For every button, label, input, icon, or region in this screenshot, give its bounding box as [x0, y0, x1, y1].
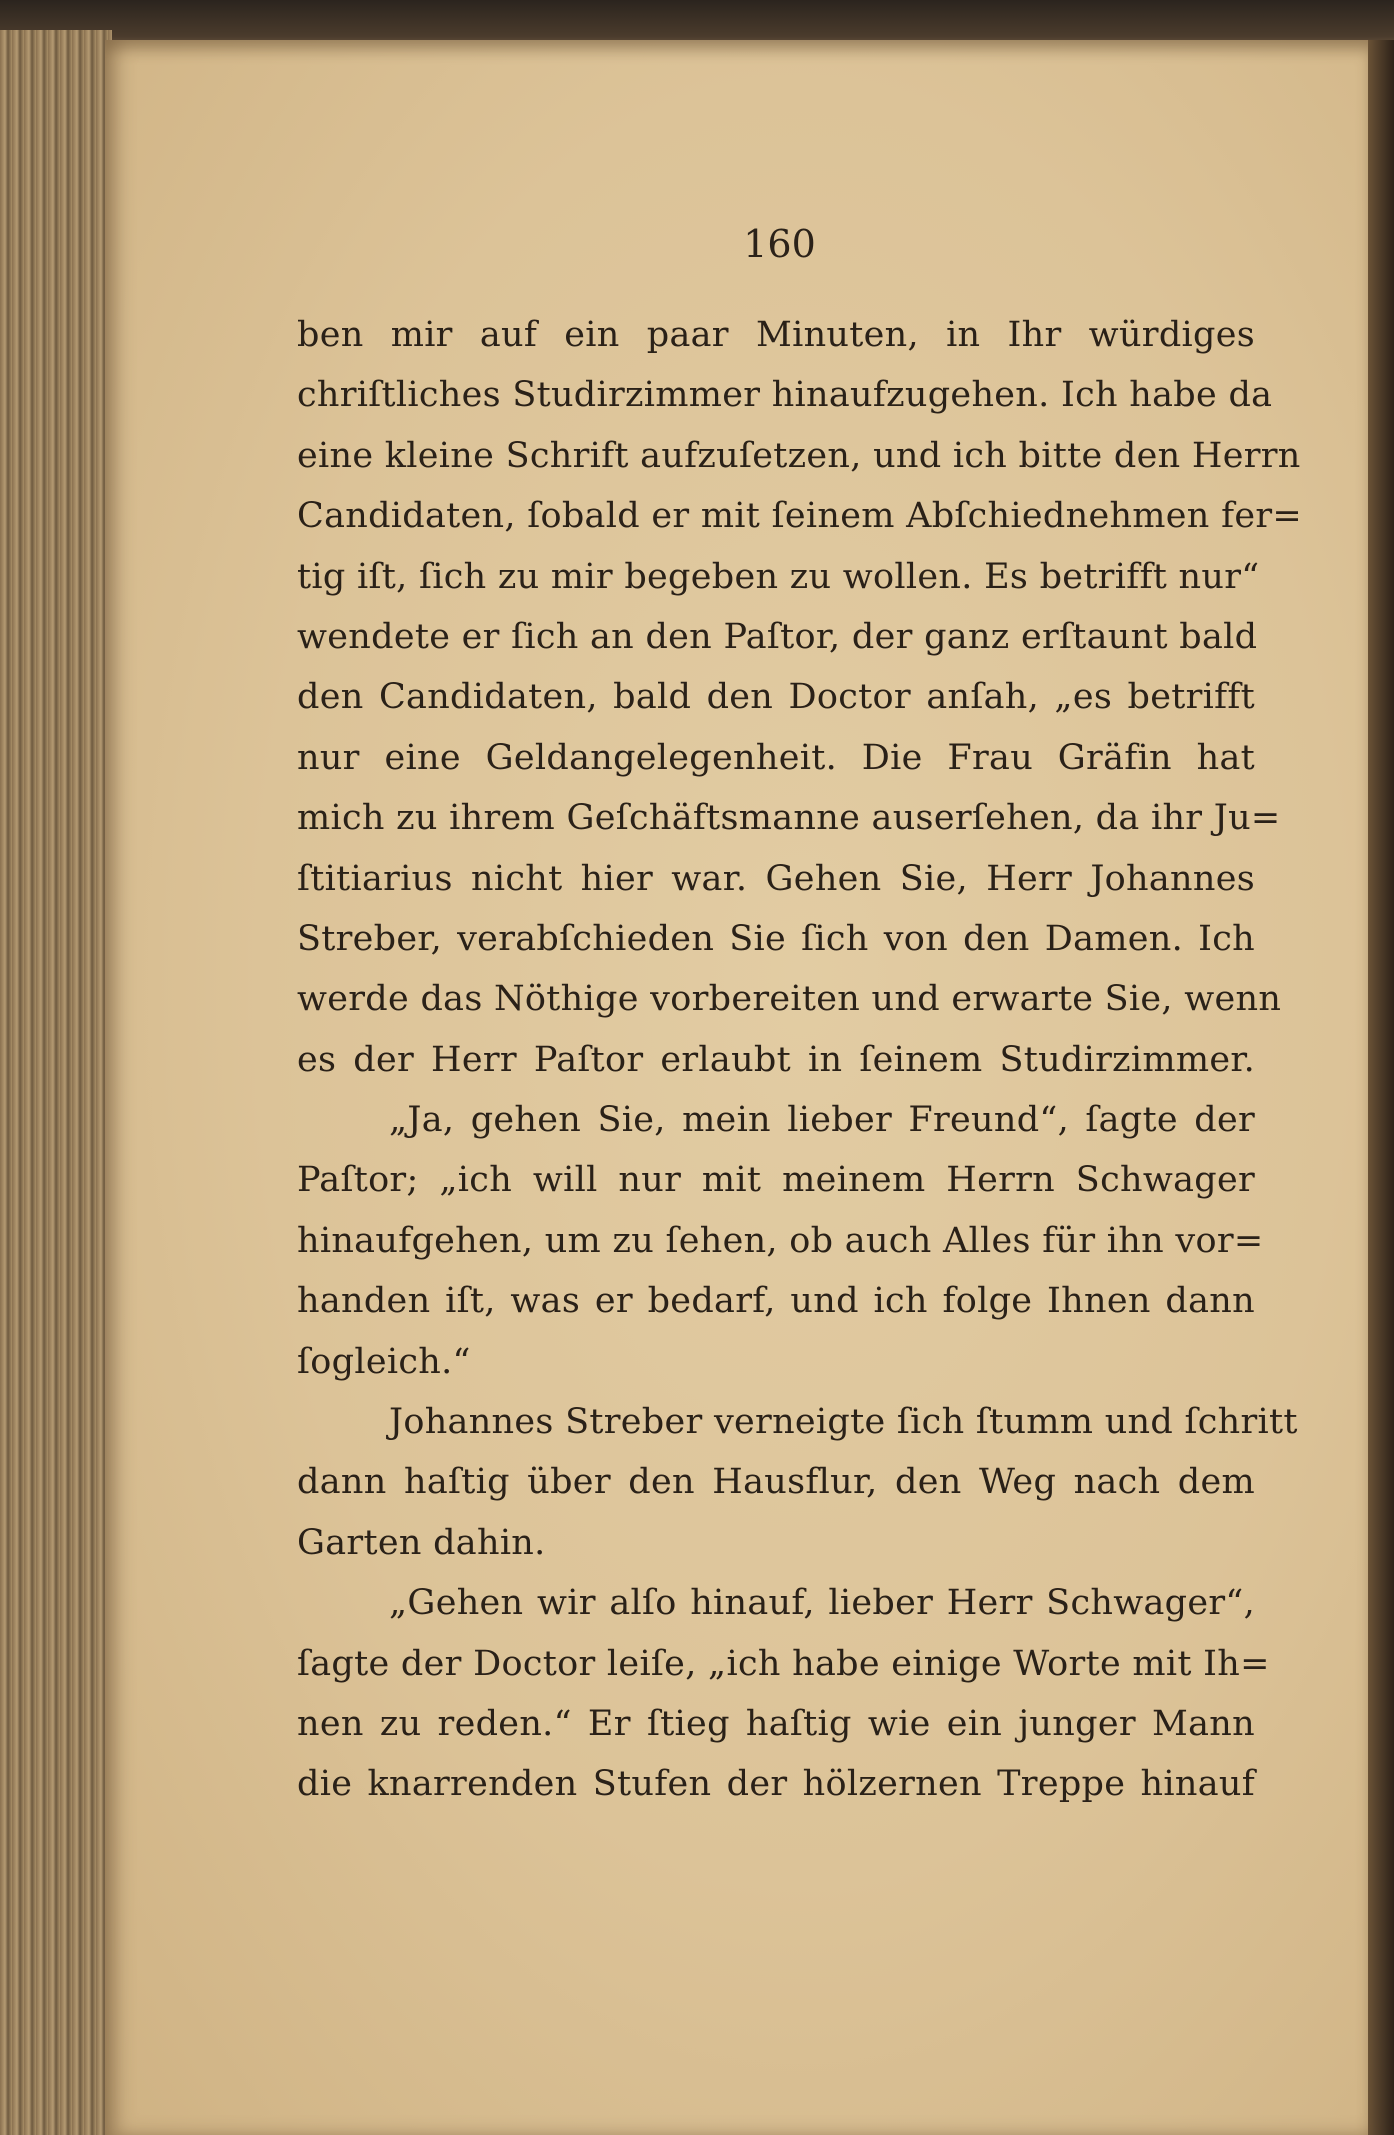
scan-right-border — [1368, 40, 1394, 2135]
text-line: ſtitiarius nicht hier war. Gehen Sie, Herr Johannes — [297, 858, 1255, 899]
text-line: tig iſt, ſich zu mir begeben zu wollen. Es betrifft nur“ — [297, 556, 1260, 597]
text-line: es der Herr Paſtor erlaubt in ſeinem Studirzimmer. — [297, 1039, 1255, 1080]
text-line: wendete er ſich an den Paſtor, der ganz erſtaunt bald — [297, 616, 1258, 657]
text-line: nur eine Geldangelegenheit. Die Frau Gräfin hat — [297, 737, 1255, 778]
text-line: hinaufgehen, um zu ſehen, ob auch Alles für ihn vor= — [297, 1220, 1264, 1261]
text-line: den Candidaten, bald den Doctor anſah, „es betrifft — [297, 677, 1255, 718]
text-line: „Gehen wir alſo hinauf, lieber Herr Schwager“, — [389, 1583, 1255, 1624]
text-line: nen zu reden.“ Er ſtieg haſtig wie ein junger Mann — [297, 1703, 1255, 1744]
text-line: handen iſt, was er bedarf, und ich folge Ihnen dann — [297, 1281, 1255, 1322]
text-line: die knarrenden Stufen der hölzernen Treppe hinauf — [297, 1764, 1255, 1805]
text-line: Streber, verabſchieden Sie ſich von den Damen. Ich — [297, 918, 1255, 959]
text-line: Paſtor; „ich will nur mit meinem Herrn Schwager — [297, 1160, 1255, 1201]
text-line: „Ja, gehen Sie, mein lieber Freund“, ſagte der — [389, 1100, 1255, 1141]
text-line: ſagte der Doctor leiſe, „ich habe einige Worte mit Ih= — [297, 1643, 1270, 1684]
book-page-edges — [0, 30, 112, 2135]
text-line: Garten dahin. — [297, 1522, 546, 1563]
text-line: Candidaten, ſobald er mit ſeinem Abſchiednehmen fer= — [297, 496, 1302, 537]
text-line: ben mir auf ein paar Minuten, in Ihr würdiges — [297, 315, 1255, 355]
text-line: ſogleich.“ — [297, 1341, 471, 1382]
text-line: werde das Nöthige vorbereiten und erwarte Sie, wenn — [297, 979, 1282, 1020]
page-number: 160 — [743, 222, 816, 266]
text-line: dann haſtig über den Hausflur, den Weg nach dem — [297, 1462, 1255, 1503]
text-line: chriſtliches Studirzimmer hinaufzugehen. Ich habe da — [297, 375, 1273, 416]
text-line: eine kleine Schrift aufzuſetzen, und ich bitte den Herrn — [297, 435, 1301, 476]
text-line: Johannes Streber verneigte ſich ſtumm und ſchritt — [389, 1402, 1298, 1443]
text-line: mich zu ihrem Geſchäftsmanne auserſehen, da ihr Ju= — [297, 798, 1281, 839]
body-text — [297, 305, 1302, 1815]
